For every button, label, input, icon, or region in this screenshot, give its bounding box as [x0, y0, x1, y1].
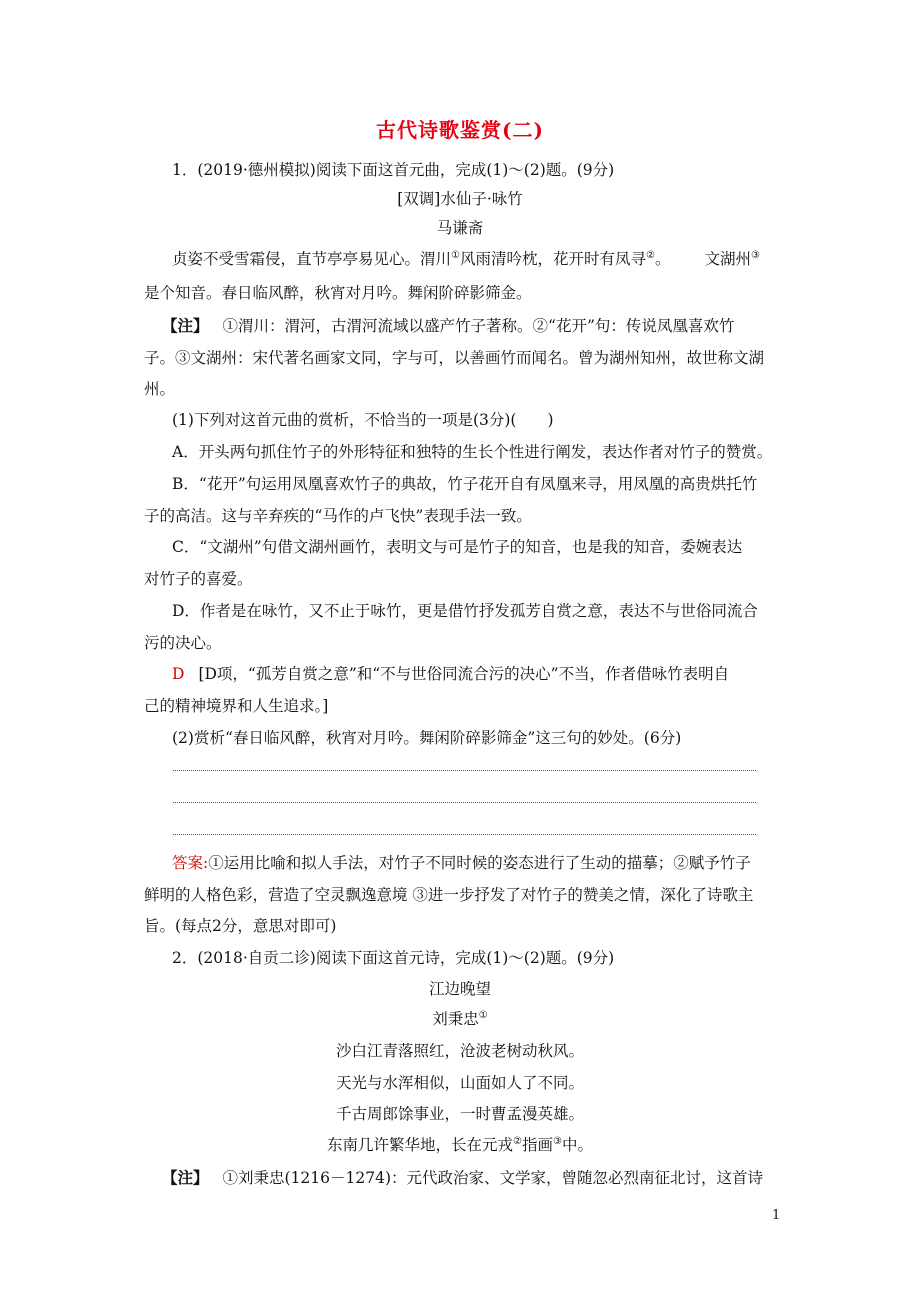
q1-note-text-1: ①渭川：渭河，古渭河流域以盛产竹子著称。②“花开”句：传说凤凰喜欢竹 — [222, 317, 735, 335]
q1-poem-text-c: 。 — [654, 250, 671, 268]
q1-poem-line1 — [172, 247, 760, 269]
q2-note-text-1: ①刘秉忠(1216－1274)：元代政治家、文学家，曾随忽必烈南征北讨，这首诗 — [222, 1169, 764, 1187]
q1-poem-text-d: 文湖州 — [704, 250, 751, 268]
q2-poem-line4-a: 东南几许繁华地，长在元戎 — [327, 1136, 514, 1154]
q1-option-b-line2: 子的高洁。这与辛弃疾的“马作的卢飞快”表现手法一致。 — [144, 507, 532, 525]
q1-answer-letter: D — [172, 665, 185, 683]
footnote-mark-2: ② — [646, 249, 655, 261]
q1-poem-line2: 是个知音。春日临风醉，秋宵对月吟。舞闲阶碎影筛金。 — [144, 284, 532, 302]
footnote-mark-1: ① — [451, 249, 460, 261]
q1-author: 马谦斋 — [436, 219, 484, 237]
q1-answer-line3: 旨。(每点2分，意思对即可) — [144, 917, 337, 935]
answer-line-3[interactable] — [173, 834, 756, 835]
footnote-mark-3: ③ — [553, 1135, 562, 1147]
answer-line-2[interactable] — [173, 802, 756, 803]
q2-poem-title: 江边晚望 — [428, 980, 491, 998]
footnote-mark-2: ② — [513, 1135, 522, 1147]
q1-option-b-line1: B．“花开”句运用凤凰喜欢竹子的典故，竹子花开自有凤凰来寻，用凤凰的高贵烘托竹 — [172, 475, 758, 493]
q2-poem-line1: 沙白江青落照红，沧波老树动秋风。 — [335, 1042, 584, 1060]
q2-note-label: 【注】 — [162, 1168, 209, 1187]
q1-header: 1．(2019·德州模拟)阅读下面这首元曲，完成(1)～(2)题。(9分) — [172, 161, 615, 179]
q1-poem-text-b: 风雨清吟枕，花开时有凤寻 — [459, 250, 646, 268]
q1-answer-line2: 鲜明的人格色彩，营造了空灵飘逸意境 ③进一步抒发了对竹子的赞美之情，深化了诗歌主 — [144, 886, 754, 904]
q2-author: 刘秉忠 — [432, 1010, 479, 1028]
q2-poem-line4 — [0, 1133, 920, 1155]
q2-poem-line4-c: 中。 — [561, 1136, 593, 1154]
q1-sub1-prompt: (1)下列对这首元曲的赏析，不恰当的一项是(3分)( ) — [172, 411, 554, 429]
q1-note-line2: 子。③文湖州：宋代著名画家文同，字与可，以善画竹而闻名。曾为湖州知州，故世称文湖 — [144, 349, 765, 367]
answer-line-1[interactable] — [173, 770, 756, 771]
q1-answer-text-1: ①运用比喻和拟人手法，对竹子不同时候的姿态进行了生动的描摹；②赋予竹子 — [208, 854, 751, 872]
q2-header: 2．(2018·自贡二诊)阅读下面这首元诗，完成(1)～(2)题。(9分) — [172, 949, 615, 967]
q1-poem-title: [双调]水仙子·咏竹 — [397, 190, 523, 208]
q1-option-a: A．开头两句抓住竹子的外形特征和独特的生长个性进行阐发，表达作者对竹子的赞赏。 — [172, 443, 773, 461]
q2-poem-line2: 天光与水浑相似，山面如人了不同。 — [335, 1074, 584, 1092]
q1-answer-explain-line2: 己的精神境界和人生追求。] — [144, 697, 329, 715]
q2-author-line — [0, 1007, 920, 1029]
q1-option-d-line1: D．作者是在咏竹，又不止于咏竹，更是借竹抒发孤芳自赏之意，表达不与世俗同流合 — [172, 602, 758, 620]
q2-poem-line3: 千古周郎馀事业，一时曹孟漫英雄。 — [335, 1105, 584, 1123]
q1-answer-label: 答案: — [172, 854, 209, 872]
footnote-mark-1: ① — [478, 1009, 488, 1021]
q1-note-line3: 州。 — [144, 380, 176, 398]
q2-poem-line4-b: 指画 — [521, 1136, 553, 1154]
q1-sub2-prompt: (2)赏析“春日临风醉，秋宵对月吟。舞闲阶碎影筛金”这三句的妙处。(6分) — [172, 729, 682, 747]
q1-answer-line1 — [172, 851, 751, 873]
q1-explain-text-1: [D项，“孤芳自赏之意”和“不与世俗同流合污的决心”不当，作者借咏竹表明自 — [198, 665, 730, 683]
q1-option-d-line2: 污的决心。 — [144, 634, 222, 652]
page-number: 1 — [772, 1208, 781, 1223]
q2-note-line1 — [162, 1166, 763, 1188]
q1-answer-explain-line1 — [172, 662, 729, 684]
q1-note-line1 — [162, 314, 734, 336]
q1-note-label: 【注】 — [162, 316, 209, 335]
q1-option-c-line1: C．“文湖州”句借文湖州画竹，表明文与可是竹子的知音，也是我的知音，委婉表达 — [172, 538, 743, 556]
q1-poem-text-a: 贞姿不受雪霜侵，直节亭亭易见心。渭川 — [172, 250, 452, 268]
q1-option-c-line2: 对竹子的喜爱。 — [144, 570, 253, 588]
footnote-mark-3: ③ — [751, 249, 760, 261]
page-title: 古代诗歌鉴赏(二) — [376, 118, 544, 142]
